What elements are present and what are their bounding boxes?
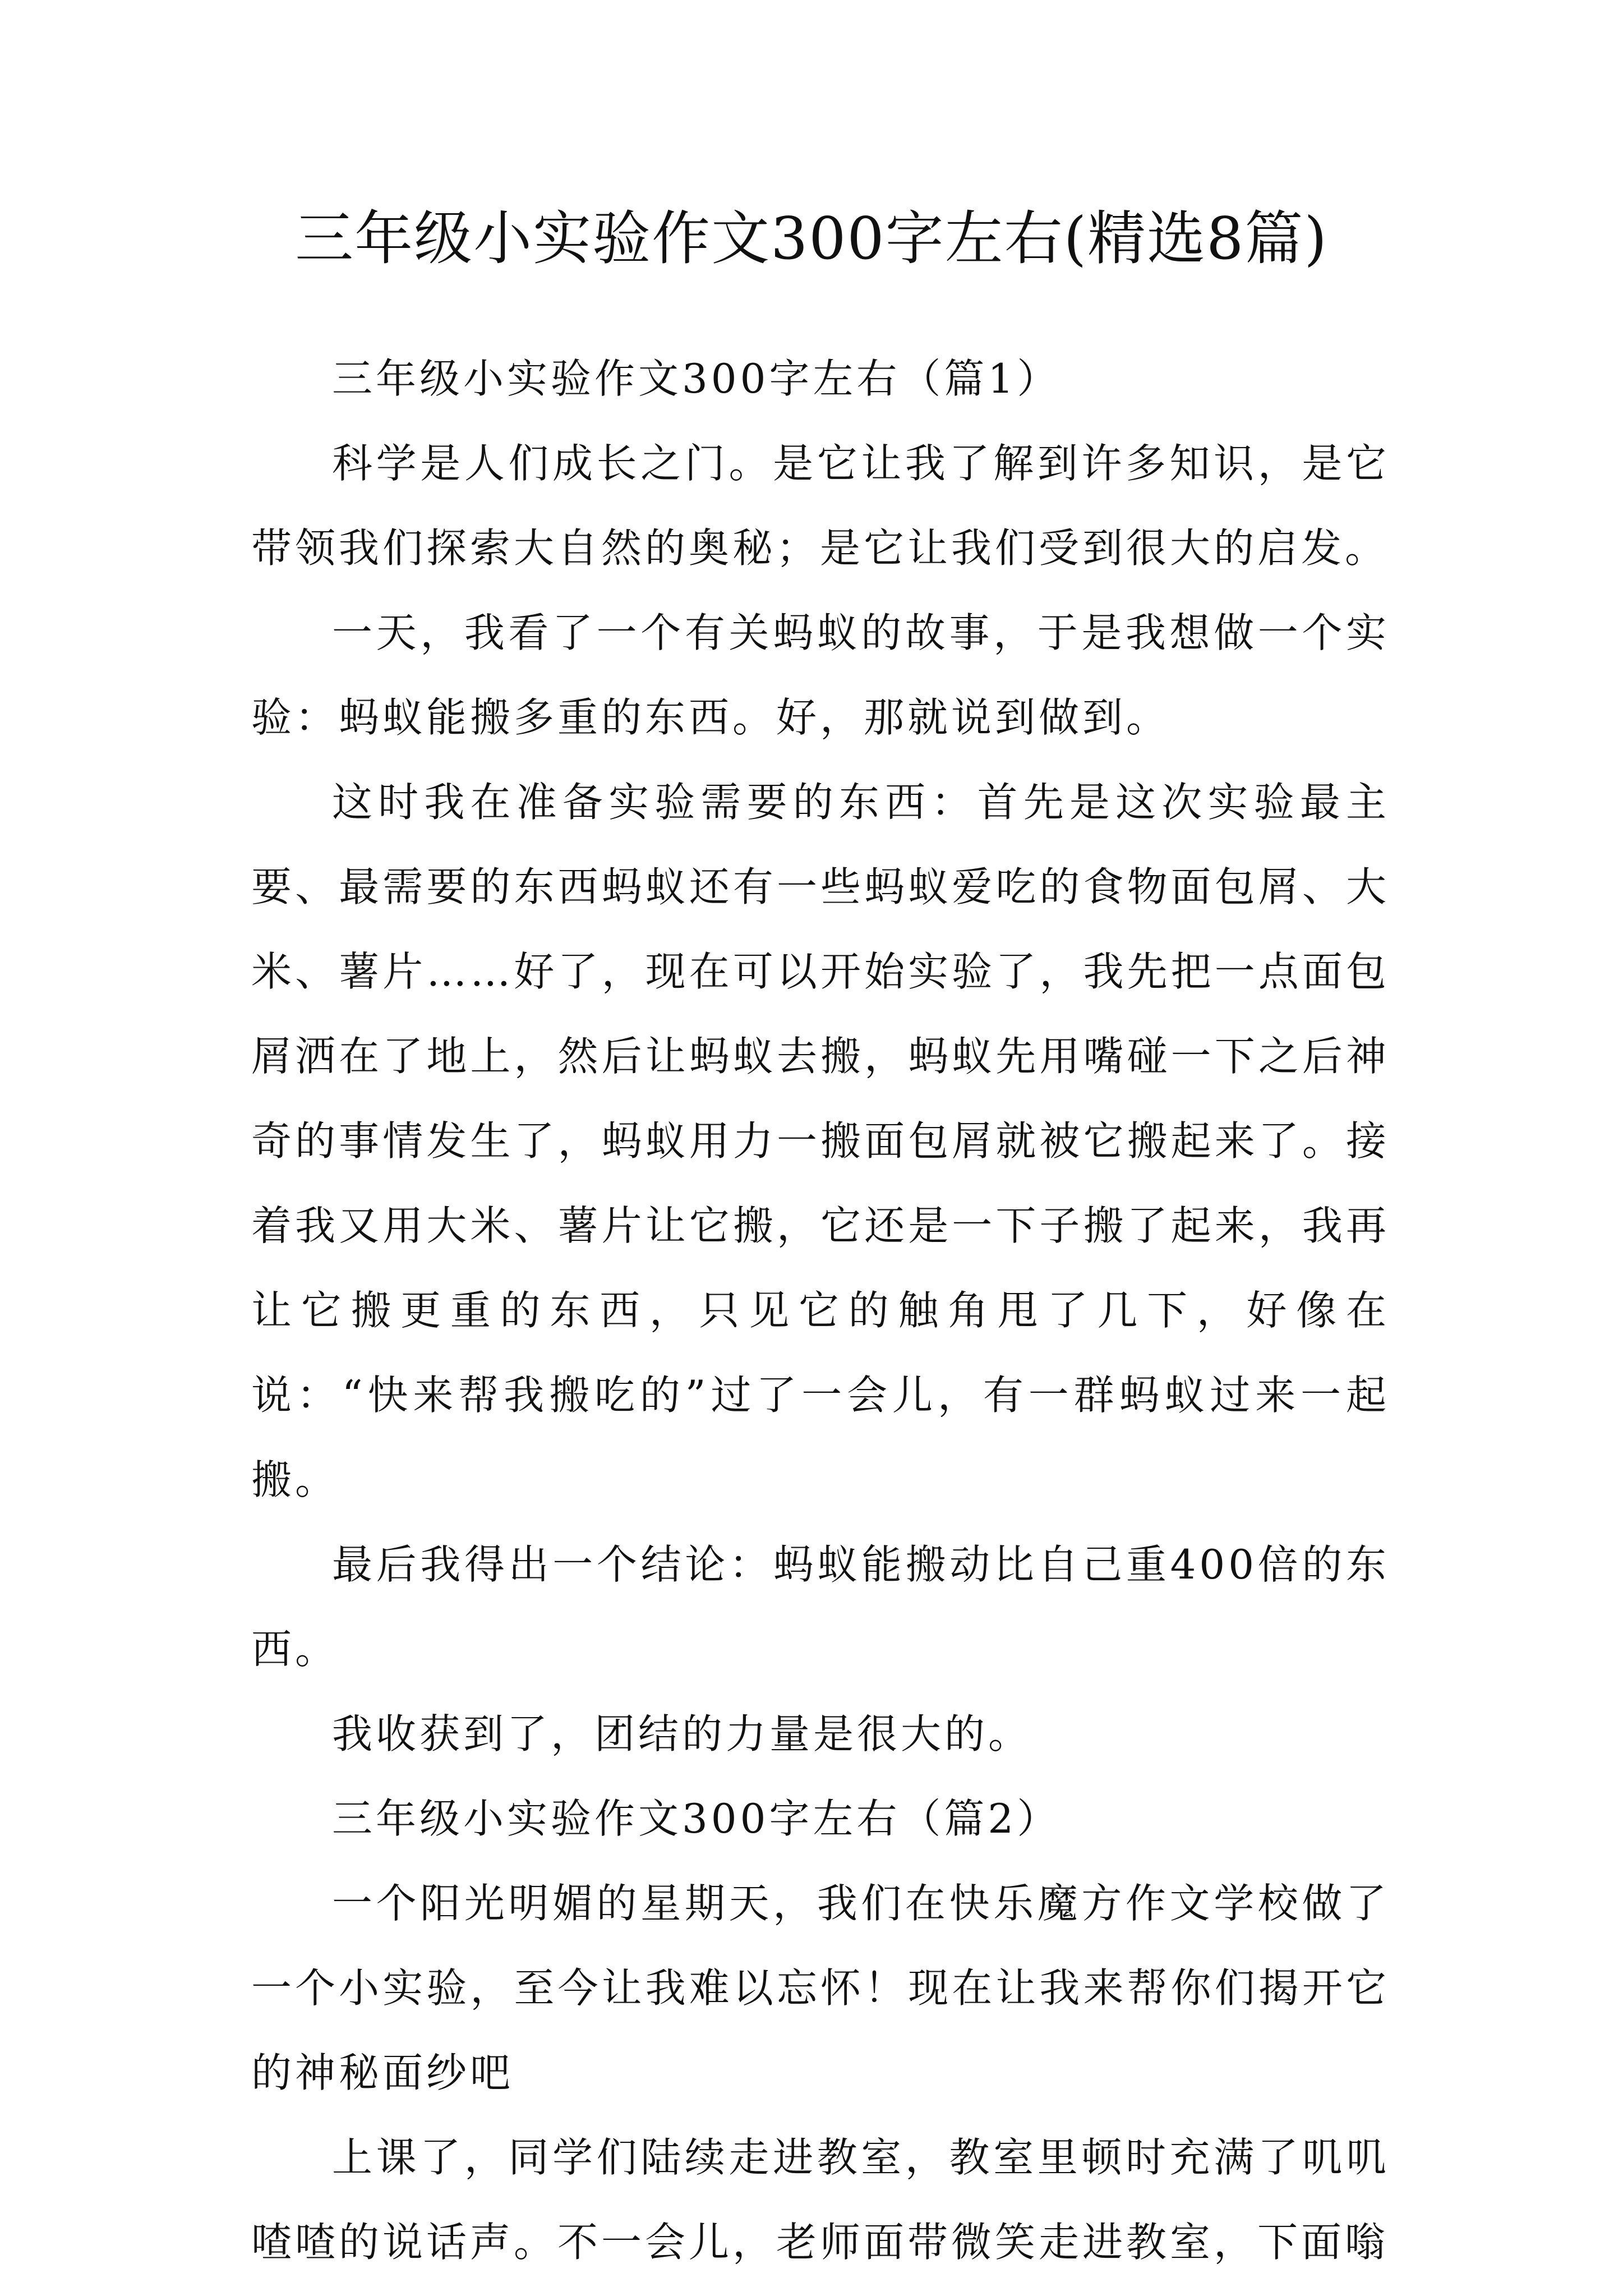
section-heading-1: 三年级小实验作文300字左右（篇1） bbox=[332, 355, 1061, 402]
paragraph: 这时我在准备实验需要的东西：首先是这次实验最主要、最需要的东西蚂蚁还有一些蚂蚁爱吃的食物面包屑、大米、薯片……好了，现在可以开始实验了，我先把一点面包屑洒在了地上，然后让蚂蚁去搬，蚂蚁先用嘴碰一下之后神奇的事情发生了，蚂蚁用力一搬面包屑就被它搬起来了。接着我又用大米、薯片让它搬，它还是一下子搬了起来，我再让它搬更重的东西，只见它的触角甩了几下，好像在说：“快来帮我搬吃的”过了一会儿，有一群蚂蚁过来一起搬。 bbox=[251, 779, 1390, 1503]
paragraph: 一个阳光明媚的星期天，我们在快乐魔方作文学校做了一个小实验，至今让我难以忘怀！现在让我来帮你们揭开它的神秘面纱吧 bbox=[251, 1880, 1390, 2096]
document-body bbox=[251, 337, 1390, 2285]
paragraph: 科学是人们成长之门。是它让我了解到许多知识，是它带领我们探索大自然的奥秘；是它让我们受到很大的启发。 bbox=[251, 440, 1390, 572]
section-heading-2: 三年级小实验作文300字左右（篇2） bbox=[332, 1795, 1061, 1842]
paragraph: 我收获到了，团结的力量是很大的。 bbox=[332, 1710, 1032, 1757]
paragraph: 一天，我看了一个有关蚂蚁的故事，于是我想做一个实验：蚂蚁能搬多重的东西。好，那就说到做到。 bbox=[251, 609, 1390, 741]
paragraph: 最后我得出一个结论：蚂蚁能搬动比自己重400倍的东西。 bbox=[251, 1541, 1390, 1673]
paragraph: 上课了，同学们陆续走进教室，教室里顿时充满了叽叽喳喳的说话声。不一会儿，老师面带微笑走进教室，下面嗡 bbox=[251, 2134, 1390, 2266]
document-title: 三年级小实验作文300字左右(精选8篇) bbox=[295, 204, 1328, 273]
